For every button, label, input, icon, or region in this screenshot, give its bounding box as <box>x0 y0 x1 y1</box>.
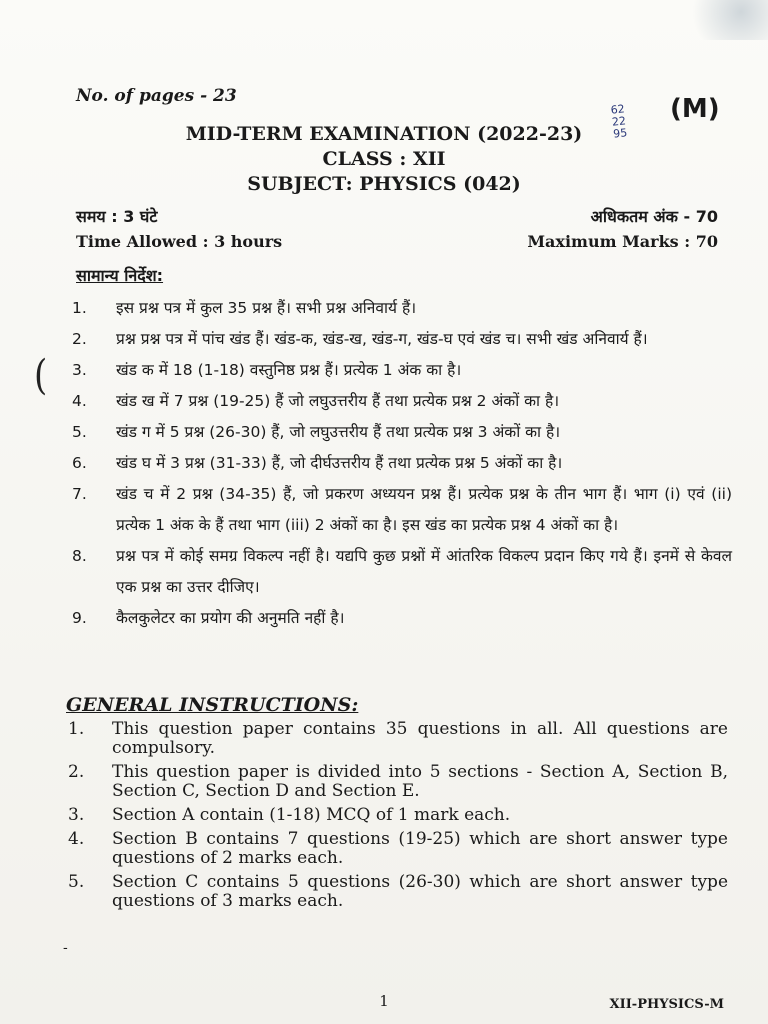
margin-bracket-mark: ( <box>34 352 48 400</box>
item-text: Section A contain (1-18) MCQ of 1 mark each. <box>112 805 511 825</box>
series-code: (M) <box>670 94 720 124</box>
item-text: Section B contains 7 questions (19-25) which are short answer type questions of 2 marks each. <box>112 829 728 868</box>
handwritten-line: 95 <box>612 126 628 141</box>
item-number: 2. <box>72 330 87 348</box>
hindi-instructions-list <box>72 293 732 634</box>
list-item <box>72 448 732 479</box>
list-item <box>72 479 732 541</box>
time-hindi: समय : 3 घंटे <box>76 207 158 226</box>
list-item <box>72 293 732 324</box>
list-item <box>72 417 732 448</box>
maximum-marks: Maximum Marks : 70 <box>527 232 718 251</box>
item-number: 5. <box>68 872 85 892</box>
item-text: खंड च में 2 प्रश्न (34-35) हैं, जो प्रकरण अध्ययन प्रश्न हैं। प्रत्येक प्रश्न के तीन भाग हैं। भाग (i) एवं (ii) प्रत्येक 1 अंक के हैं तथा भाग (iii) 2 अंकों का है। इस खंड का प्रत्येक प्रश्न 4 अंकों का है। <box>116 485 732 534</box>
item-number: 1. <box>72 299 87 317</box>
item-number: 1. <box>68 719 85 739</box>
item-number: 2. <box>68 762 85 782</box>
list-item <box>72 355 732 386</box>
item-text: इस प्रश्न पत्र में कुल 35 प्रश्न हैं। सभी प्रश्न अनिवार्य हैं। <box>116 299 417 317</box>
item-number: 3. <box>72 361 87 379</box>
item-number: 3. <box>68 805 85 825</box>
item-text: This question paper contains 35 questions in all. All questions are compulsory. <box>112 719 728 758</box>
marks-hindi: अधिकतम अंक - 70 <box>590 207 718 226</box>
item-text: Section C contains 5 questions (26-30) which are short answer type questions of 3 marks each. <box>112 872 728 911</box>
item-text: खंड ग में 5 प्रश्न (26-30) हैं, जो लघुउत्तरीय हैं तथा प्रत्येक प्रश्न 3 अंकों का है। <box>116 423 561 441</box>
exam-title: MID-TERM EXAMINATION (2022-23) <box>185 123 583 145</box>
hindi-instructions-heading: सामान्य निर्देश: <box>76 266 164 285</box>
list-item <box>72 386 732 417</box>
item-text: This question paper is divided into 5 sections - Section A, Section B, Section C, Section D and Section E. <box>112 762 728 801</box>
item-text: खंड घ में 3 प्रश्न (31-33) हैं, जो दीर्घउत्तरीय हैं तथा प्रत्येक प्रश्न 5 अंकों का है। <box>116 454 563 472</box>
pages-count: No. of pages - 23 <box>76 86 237 106</box>
general-instructions-heading: GENERAL INSTRUCTIONS: <box>66 694 359 716</box>
handwritten-line: 62 <box>610 102 626 117</box>
item-number: 8. <box>72 547 87 565</box>
list-item <box>68 830 728 868</box>
list-item <box>72 324 732 355</box>
item-text: खंड क में 18 (1-18) वस्तुनिष्ठ प्रश्न हैं। प्रत्येक 1 अंक का है। <box>116 361 462 379</box>
list-item <box>68 763 728 801</box>
stray-mark: - <box>63 940 68 956</box>
list-item <box>72 541 732 603</box>
item-number: 7. <box>72 485 87 503</box>
subject-title: SUBJECT: PHYSICS (042) <box>247 173 521 195</box>
paper-code: XII-PHYSICS-M <box>609 997 724 1012</box>
corner-smudge <box>678 0 768 40</box>
handwritten-line: 22 <box>611 114 627 129</box>
item-number: 6. <box>72 454 87 472</box>
list-item <box>72 603 732 634</box>
item-text: प्रश्न पत्र में कोई समग्र विकल्प नहीं है। यद्यपि कुछ प्रश्नों में आंतरिक विकल्प प्रदान किए गये हैं। इनमें से केवल एक प्रश्न का उत्तर दीजिए। <box>116 547 732 596</box>
list-item <box>68 806 728 825</box>
english-instructions-list <box>68 720 728 916</box>
item-text: खंड ख में 7 प्रश्न (19-25) हैं जो लघुउत्तरीय हैं तथा प्रत्येक प्रश्न 2 अंकों का है। <box>116 392 560 410</box>
item-number: 4. <box>72 392 87 410</box>
item-number: 4. <box>68 829 85 849</box>
item-text: कैलकुलेटर का प्रयोग की अनुमति नहीं है। <box>116 609 345 627</box>
time-allowed: Time Allowed : 3 hours <box>76 232 283 251</box>
item-number: 5. <box>72 423 87 441</box>
page-number: 1 <box>379 992 389 1010</box>
list-item <box>68 873 728 911</box>
item-number: 9. <box>72 609 87 627</box>
item-text: प्रश्न प्रश्न पत्र में पांच खंड हैं। खंड-क, खंड-ख, खंड-ग, खंड-घ एवं खंड च। सभी खंड अनिवार्य हैं। <box>116 330 648 348</box>
list-item <box>68 720 728 758</box>
class-title: CLASS : XII <box>322 148 446 170</box>
